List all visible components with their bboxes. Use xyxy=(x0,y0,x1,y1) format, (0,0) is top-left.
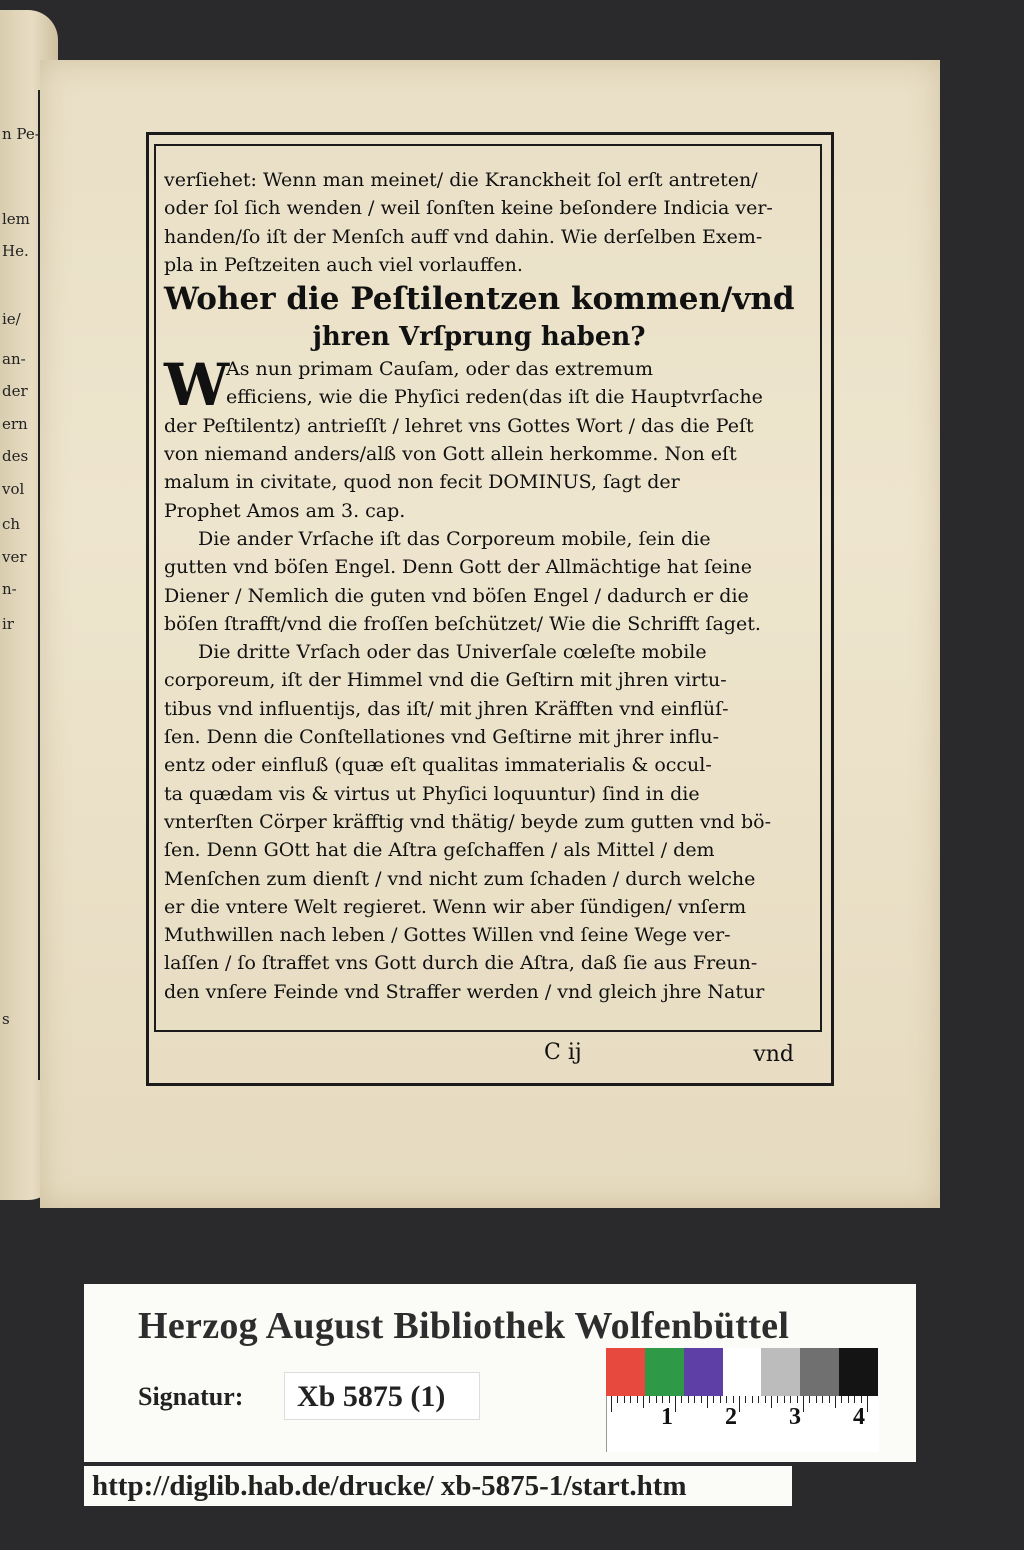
text-line: ſen. Denn GOtt hat die Aſtra geſchaffen / als Mittel / dem xyxy=(164,839,715,862)
text-line: tibus vnd influentijs, das iſt/ mit jhren Kräfften vnd einflüſ- xyxy=(164,697,729,720)
ruler-tick xyxy=(624,1396,625,1403)
previous-page-text-fragment: ern xyxy=(2,415,28,433)
ruler-tick xyxy=(643,1396,644,1408)
signatur-label: Signatur: xyxy=(138,1382,244,1411)
previous-page-text-fragment: vol xyxy=(2,480,25,498)
text-line: gutten vnd böſen Engel. Denn Gott der Allmächtige hat ſeine xyxy=(164,556,752,579)
ruler-tick xyxy=(726,1396,727,1403)
text-line: er die vntere Welt regieret. Wenn wir aber ſündigen/ vnſerm xyxy=(164,895,747,918)
section-heading: Woher die Peſtilentzen kommen/vnd xyxy=(164,281,795,318)
previous-page-text-fragment: s xyxy=(2,1010,10,1028)
text-line: der Peſtilentz) antrieſſt / lehret vns Gottes Wort / das die Peſt xyxy=(164,414,754,437)
book-page xyxy=(40,60,940,1208)
color-swatch xyxy=(761,1348,800,1396)
ruler-tick xyxy=(611,1396,612,1412)
text-line: entz oder einfluß (quæ eſt qualitas immaterialis & occul- xyxy=(164,754,712,777)
text-line: böſen ſtrafft/vnd die froſſen beſchützet/ Wie die Schrifft ſaget. xyxy=(164,612,761,635)
ruler-tick xyxy=(649,1396,650,1403)
previous-page-text-fragment: der xyxy=(2,382,28,400)
source-url[interactable]: http://diglib.hab.de/drucke/ xb-5875-1/start.htm xyxy=(84,1466,792,1506)
previous-page-text-fragment: n Pe- xyxy=(2,125,40,143)
color-swatch xyxy=(723,1348,762,1396)
text-line: pla in Peſtzeiten auch viel vorlauffen. xyxy=(164,253,523,276)
ruler-tick xyxy=(797,1396,798,1403)
ruler-tick xyxy=(822,1396,823,1403)
ruler-tick xyxy=(662,1396,663,1403)
drop-capital: W xyxy=(164,351,230,420)
previous-page-text-fragment: He. xyxy=(2,242,29,260)
ruler-tick xyxy=(784,1396,785,1403)
color-calibration-chart xyxy=(606,1348,878,1396)
ruler-tick xyxy=(841,1396,842,1403)
text-line: oder ſol ſich wenden / weil ſonſten keine beſondere Indicia ver- xyxy=(164,197,773,220)
ruler-tick xyxy=(816,1396,817,1403)
ruler-tick xyxy=(809,1396,810,1403)
text-line: Prophet Amos am 3. cap. xyxy=(164,499,406,522)
text-line: ta quædam vis & virtus ut Phyſici loquuntur) ſind in die xyxy=(164,782,700,805)
scale-ruler xyxy=(606,1396,879,1452)
text-line: As nun primam Cauſam, oder das extremum xyxy=(226,358,653,381)
ruler-tick xyxy=(765,1396,766,1403)
ruler-tick xyxy=(720,1396,721,1403)
text-line: von niemand anders/alß von Gott allein herkomme. Non eſt xyxy=(164,443,737,466)
ruler-tick xyxy=(707,1396,708,1408)
ruler-tick xyxy=(790,1396,791,1403)
ruler-tick xyxy=(694,1396,695,1403)
color-swatch xyxy=(800,1348,839,1396)
ruler-tick xyxy=(669,1396,670,1403)
ruler-tick xyxy=(630,1396,631,1403)
text-line: verſiehet: Wenn man meinet/ die Kranckheit ſol erſt antreten/ xyxy=(164,169,758,191)
text-line: Menſchen zum dienſt / vnd nicht zum ſchaden / durch welche xyxy=(164,867,756,890)
ruler-tick xyxy=(713,1396,714,1403)
ruler-tick xyxy=(854,1396,855,1403)
text-line: handen/ſo iſt der Menſch auff vnd dahin. Wie derſelben Exem- xyxy=(164,225,763,248)
color-swatch xyxy=(839,1348,878,1396)
text-line: Die ander Vrſache iſt das Corporeum mobile, ſein die xyxy=(198,527,711,550)
ruler-tick xyxy=(752,1396,753,1403)
text-line: efficiens, wie die Phyſici reden(das iſt die Hauptvrſache xyxy=(226,386,763,409)
ruler-tick xyxy=(733,1396,734,1403)
text-line: laſſen / ſo ſtraffet vns Gott durch die Aſtra, daß ſie aus Freun- xyxy=(164,952,758,975)
library-title: Herzog August Bibliothek Wolfenbüttel xyxy=(138,1305,790,1347)
ruler-number: 3 xyxy=(789,1404,801,1430)
text-line: Die dritte Vrſach oder das Univerſale cœleſte mobile xyxy=(198,641,707,664)
ruler-tick xyxy=(681,1396,682,1403)
ruler-number: 4 xyxy=(853,1404,865,1430)
color-swatch xyxy=(684,1348,723,1396)
text-line: Muthwillen nach leben / Gottes Willen vnd ſeine Wege ver- xyxy=(164,924,731,947)
previous-page-text-fragment: ch xyxy=(2,515,21,533)
text-line: malum in civitate, quod non fecit DOMINUS, ſagt der xyxy=(164,471,680,494)
ruler-tick xyxy=(617,1396,618,1403)
ruler-tick xyxy=(637,1396,638,1403)
ruler-number: 2 xyxy=(725,1404,737,1430)
ruler-tick xyxy=(777,1396,778,1403)
paragraph-third-cause xyxy=(164,638,794,1006)
ruler-tick xyxy=(848,1396,849,1403)
color-swatch xyxy=(645,1348,684,1396)
previous-page-text-fragment: n- xyxy=(2,580,17,598)
ruler-tick xyxy=(861,1396,862,1403)
previous-page-text-fragment: an- xyxy=(2,350,26,368)
signature-mark: C ij xyxy=(544,1040,582,1065)
signatur-value: Xb 5875 (1) xyxy=(284,1372,480,1420)
catchword: vnd xyxy=(753,1042,794,1067)
color-swatch xyxy=(606,1348,645,1396)
library-label-card xyxy=(84,1284,916,1462)
text-line: vnterſten Cörper kräfftig vnd thätig/ beyde zum gutten vnd bö- xyxy=(164,810,772,833)
paragraph-first-cause xyxy=(164,351,794,525)
page-text xyxy=(164,166,794,1006)
page-footer xyxy=(164,1040,794,1072)
ruler-tick xyxy=(745,1396,746,1403)
ruler-tick xyxy=(758,1396,759,1403)
section-heading-line2: jhren Vrſprung haben? xyxy=(312,322,646,353)
text-line: den vnſere Feinde vnd Straffer werden / vnd gleich jhre Natur xyxy=(164,980,765,1003)
ruler-tick xyxy=(771,1396,772,1408)
ruler-tick xyxy=(829,1396,830,1403)
ruler-tick xyxy=(701,1396,702,1403)
ruler-tick xyxy=(688,1396,689,1403)
text-line: corporeum, iſt der Himmel vnd die Geſtirn mit jhren virtu- xyxy=(164,669,727,692)
ruler-tick xyxy=(835,1396,836,1408)
ruler-number: 1 xyxy=(661,1404,673,1430)
text-line: Diener / Nemlich die guten vnd böſen Engel / dadurch er die xyxy=(164,584,749,607)
ruler-tick xyxy=(656,1396,657,1403)
previous-page-text-fragment: ver xyxy=(2,548,27,566)
previous-page-text-fragment: ir xyxy=(2,615,14,633)
previous-page-text-fragment: des xyxy=(2,447,29,465)
text-line: ſen. Denn die Conſtellationes vnd Geſtirne mit jhrer influ- xyxy=(164,726,720,749)
previous-page-text-fragment: ie/ xyxy=(2,310,21,328)
previous-page-text-fragment: lem xyxy=(2,210,30,228)
paragraph-second-cause xyxy=(164,525,794,638)
